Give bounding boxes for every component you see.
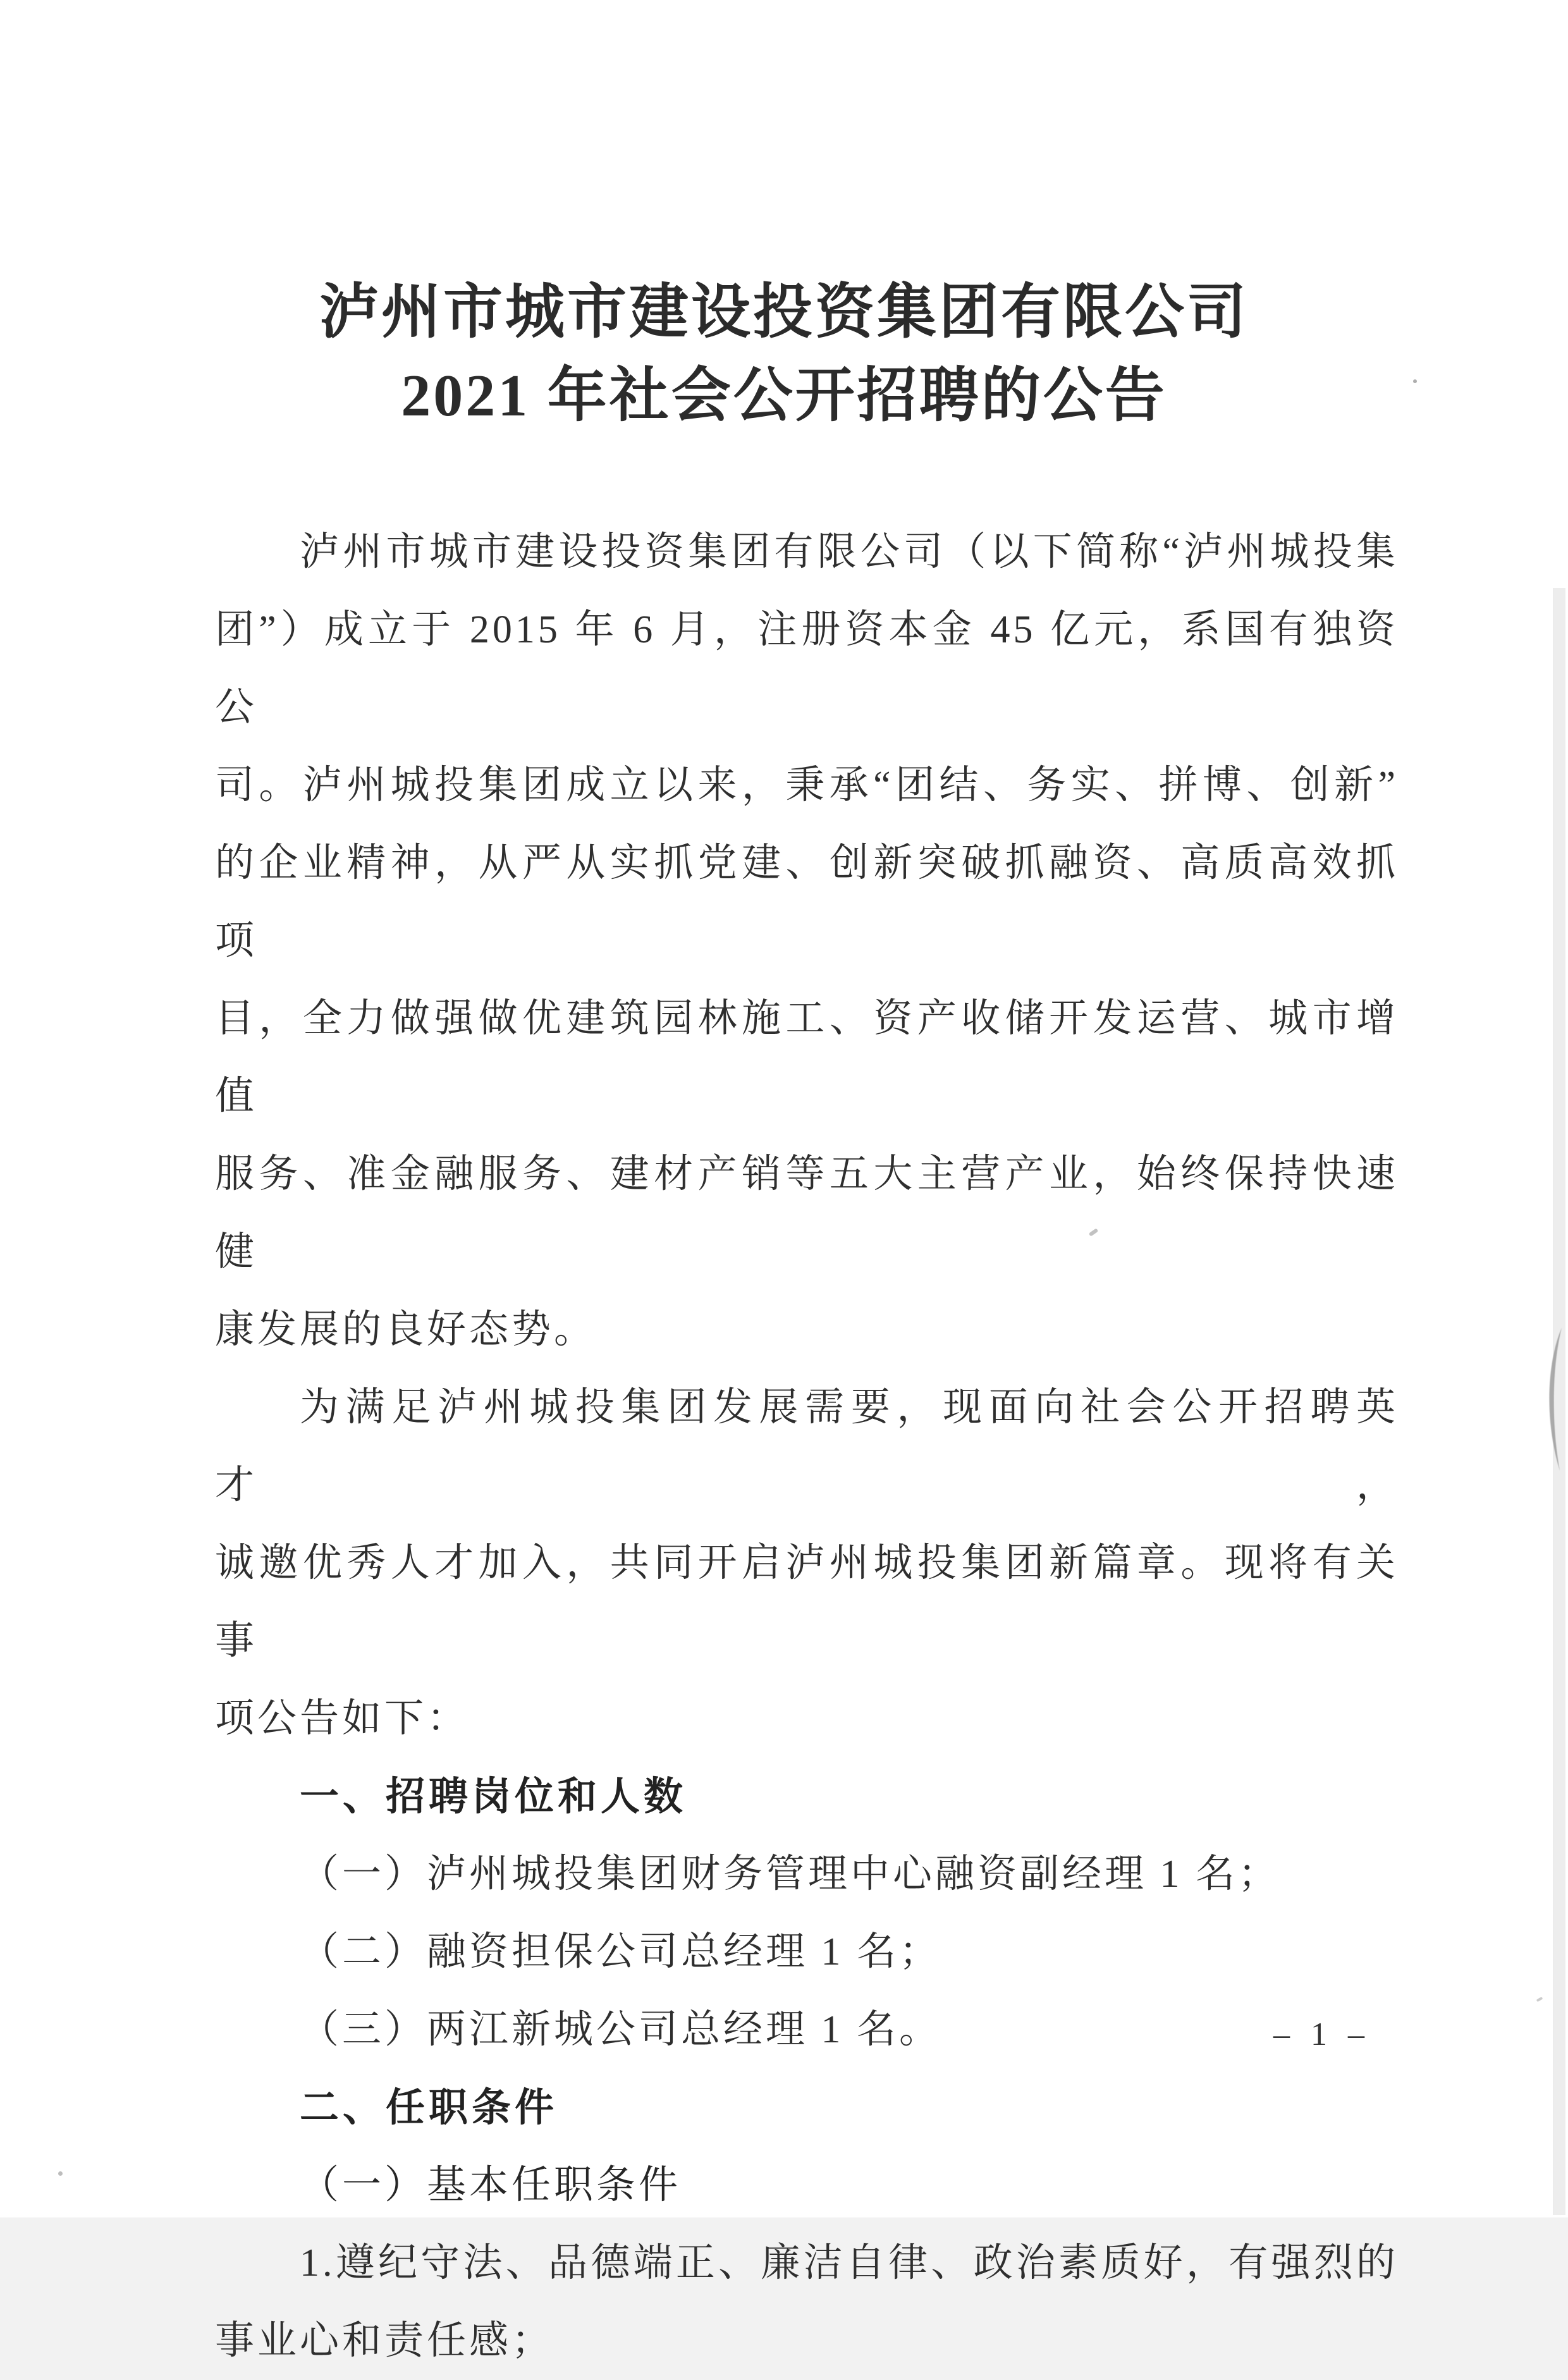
doc-line-18: 事业心和责任感； (215, 2319, 554, 2362)
scan-artifact-crescent (1539, 1327, 1564, 1472)
doc-title-line-1: 泸州市城市建设投资集团有限公司 (319, 279, 1249, 345)
doc-line-8: 为满足泸州城投集团发展需要，现面向社会公开招聘英才， (215, 1386, 1399, 1507)
doc-line-14: （三）两江新城公司总经理 1 名。 (300, 2008, 942, 2051)
doc-line-12: （一）泸州城投集团财务管理中心融资副经理 1 名； (300, 1853, 1281, 1896)
doc-line-11: 一、招聘岗位和人数 (300, 1775, 687, 1819)
doc-line-2: 团”）成立于 2015 年 6 月，注册资本金 45 亿元，系国有独资公 (215, 608, 1399, 729)
doc-line-4: 的企业精神，从严从实抓党建、创新突破抓融资、高质高效抓项 (215, 842, 1399, 962)
scan-speck (58, 2171, 63, 2176)
doc-line-13: （二）融资担保公司总经理 1 名； (300, 1930, 942, 1973)
doc-line-15: 二、任职条件 (300, 2086, 558, 2130)
doc-line-6: 服务、准金融服务、建材产销等五大主营产业，始终保持快速健 (215, 1153, 1399, 1273)
doc-line-5: 目，全力做强做优建筑园林施工、资产收储开发运营、城市增值 (215, 997, 1399, 1118)
scan-speck (1413, 379, 1417, 383)
doc-line-17: 1.遵纪守法、品德端正、廉洁自律、政治素质好，有强烈的 (300, 2242, 1399, 2285)
doc-title (193, 271, 1375, 438)
doc-line-7: 康发展的良好态势。 (215, 1308, 597, 1351)
page-number: – 1 – (1273, 2016, 1371, 2052)
scan-speck (1536, 1997, 1543, 2002)
doc-body (215, 513, 1399, 2380)
doc-line-9: 诚邀优秀人才加入，共同开启泸州城投集团新篇章。现将有关事 (215, 1542, 1399, 1662)
doc-title-line-2: 2021 年社会公开招聘的公告 (401, 363, 1167, 429)
doc-line-1: 泸州市城市建设投资集团有限公司（以下简称“泸州城投集 (300, 531, 1399, 574)
doc-line-16: （一）基本任职条件 (300, 2164, 682, 2207)
doc-line-10: 项公告如下： (215, 1697, 470, 1740)
doc-line-3: 司。泸州城投集团成立以来，秉承“团结、务实、拼博、创新” (215, 764, 1399, 807)
